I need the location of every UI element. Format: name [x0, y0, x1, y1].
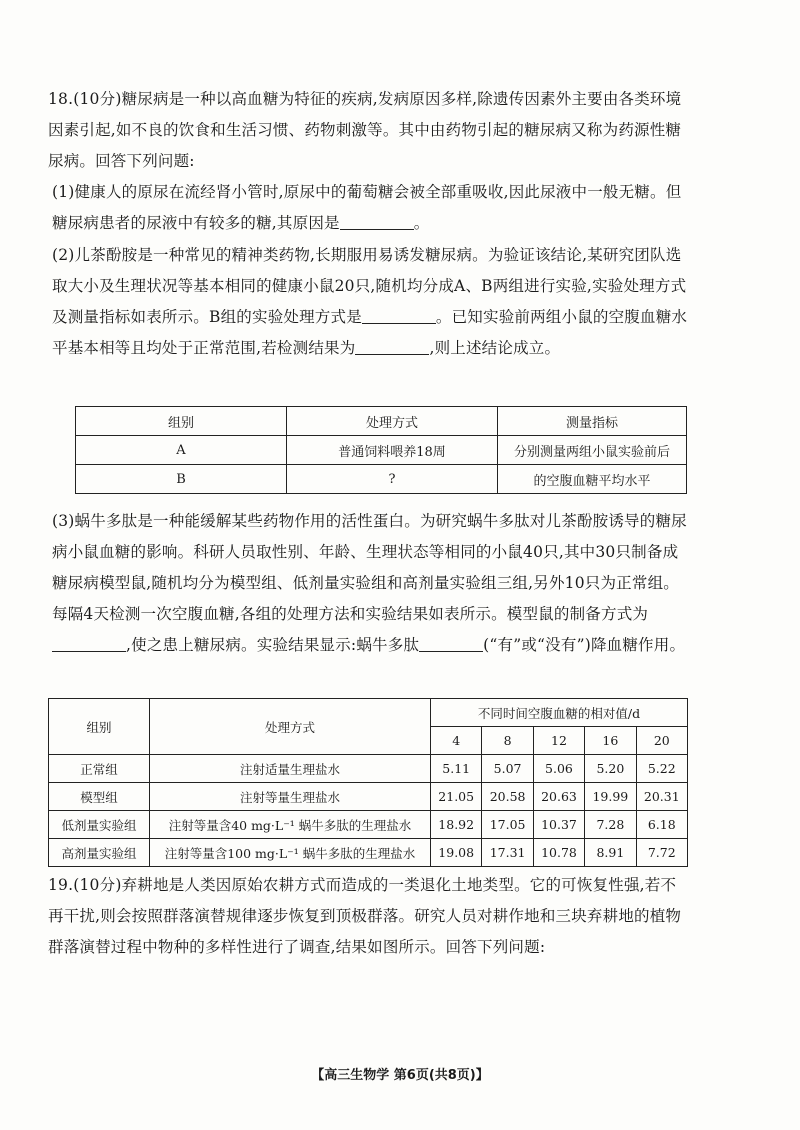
part-2-text-c: ,则上述结论成立。	[429, 339, 561, 357]
table-cell: 注射等量含40 mg·L⁻¹ 蜗牛多肽的生理盐水	[150, 811, 431, 839]
table-cell: 正常组	[49, 755, 150, 783]
table-row	[76, 436, 687, 465]
table-cell: B	[76, 465, 287, 494]
table-row	[49, 783, 688, 811]
question-18-part-3	[52, 506, 688, 661]
table-cell: 注射适量生理盐水	[150, 755, 431, 783]
table-cell: 20.58	[482, 783, 533, 811]
part-3-text-c: (“有”或“没有”)降血糖作用。	[483, 636, 686, 654]
day-cell: 20	[636, 727, 687, 755]
table-cell: 19.99	[585, 783, 636, 811]
day-cell: 12	[533, 727, 584, 755]
table-1-header-cell: 组别	[76, 407, 287, 436]
answer-blank-5[interactable]	[419, 633, 483, 652]
question-18-part-2	[52, 240, 688, 364]
table-cell: 模型组	[49, 783, 150, 811]
table-2-header-values: 不同时间空腹血糖的相对值/d	[431, 699, 688, 727]
table-cell: 5.22	[636, 755, 687, 783]
answer-blank-1[interactable]	[340, 211, 414, 230]
day-cell: 4	[431, 727, 482, 755]
table-1-header-cell: 测量指标	[498, 407, 687, 436]
table-cell: 5.07	[482, 755, 533, 783]
table-row	[49, 811, 688, 839]
answer-blank-3[interactable]	[355, 336, 429, 355]
table-cell: 10.78	[533, 839, 584, 867]
question-18-part-1	[52, 177, 688, 239]
table-cell: 19.08	[431, 839, 482, 867]
table-cell: 7.28	[585, 811, 636, 839]
table-cell: 注射等量含100 mg·L⁻¹ 蜗牛多肽的生理盐水	[150, 839, 431, 867]
part-3-text-b: ,使之患上糖尿病。实验结果显示:蜗牛多肽	[126, 636, 420, 654]
question-18-intro: 18.(10分)糖尿病是一种以高血糖为特征的疾病,发病原因多样,除遗传因素外主要由各类环境因素引起,如不良的饮食和生活习惯、药物刺激等。其中由药物引起的糖尿病又称为药源性糖尿病。回答下列问题:	[48, 90, 682, 170]
table-cell: 17.05	[482, 811, 533, 839]
table-row	[49, 755, 688, 783]
part-3-text-a: (3)蜗牛多肽是一种能缓解某些药物作用的活性蛋白。为研究蜗牛多肽对儿茶酚胺诱导的糖尿病小鼠血糖的影响。科研人员取性别、年龄、生理状态等相同的小鼠40只,其中30只制备成糖尿病模型鼠,随机均分为模型组、低剂量实验组和高剂量实验组三组,另外10只为正常组。每隔4天检测一次空腹血糖,各组的处理方法和实验结果如表所示。模型鼠的制备方式为	[52, 512, 687, 623]
table-cell: 注射等量生理盐水	[150, 783, 431, 811]
part-1-text: (1)健康人的原尿在流经肾小管时,原尿中的葡萄糖会被全部重吸收,因此尿液中一般无糖。但糖尿病患者的尿液中有较多的糖,其原因是	[52, 183, 682, 232]
table-cell: 17.31	[482, 839, 533, 867]
question-19-text: 19.(10分)弃耕地是人类因原始农耕方式而造成的一类退化土地类型。它的可恢复性强,若不再干扰,则会按照群落演替规律逐步恢复到顶极群落。研究人员对耕作地和三块弃耕地的植物群落演替过程中物种的多样性进行了调查,结果如图所示。回答下列问题:	[48, 876, 682, 956]
table-cell: 普通饲料喂养18周	[287, 436, 498, 465]
table-cell: 20.31	[636, 783, 687, 811]
table-cell: 低剂量实验组	[49, 811, 150, 839]
table-cell: 5.06	[533, 755, 584, 783]
table-cell: A	[76, 436, 287, 465]
table-1-header	[76, 407, 687, 436]
day-cell: 8	[482, 727, 533, 755]
answer-blank-2[interactable]	[362, 305, 436, 324]
table-2	[48, 698, 688, 867]
table-cell: 10.37	[533, 811, 584, 839]
table-cell: 8.91	[585, 839, 636, 867]
table-cell: 21.05	[431, 783, 482, 811]
table-row	[76, 465, 687, 494]
table-cell: 18.92	[431, 811, 482, 839]
table-2-header-group: 组别	[49, 699, 150, 755]
part-1-end: 。	[413, 214, 430, 232]
table-cell: 5.20	[585, 755, 636, 783]
table-row	[49, 839, 688, 867]
part-2-text-b: 。已知实验前两组小鼠的空腹血糖水平基本相等且均处于正常范围,若检测结果为	[52, 308, 688, 357]
table-2-header-treatment: 处理方式	[150, 699, 431, 755]
table-cell: 5.11	[431, 755, 482, 783]
page-footer: 【高三生物学 第6页(共8页)】	[311, 1068, 489, 1083]
table-cell: 7.72	[636, 839, 687, 867]
answer-blank-4[interactable]	[52, 633, 126, 652]
table-cell: 20.63	[533, 783, 584, 811]
table-2-header	[49, 699, 688, 727]
table-1-header-cell: 处理方式	[287, 407, 498, 436]
table-cell: 分别测量两组小鼠实验前后	[498, 436, 687, 465]
table-cell: 6.18	[636, 811, 687, 839]
part-2-text-a: (2)儿茶酚胺是一种常见的精神类药物,长期服用易诱发糖尿病。为验证该结论,某研究团队选取大小及生理状况等基本相同的健康小鼠20只,随机均分成A、B两组进行实验,实验处理方式及测量指标如表所示。B组的实验处理方式是	[52, 246, 687, 326]
day-cell: 16	[585, 727, 636, 755]
table-cell: 高剂量实验组	[49, 839, 150, 867]
table-cell: ?	[287, 465, 498, 494]
table-cell: 的空腹血糖平均水平	[498, 465, 687, 494]
table-1	[75, 406, 687, 494]
